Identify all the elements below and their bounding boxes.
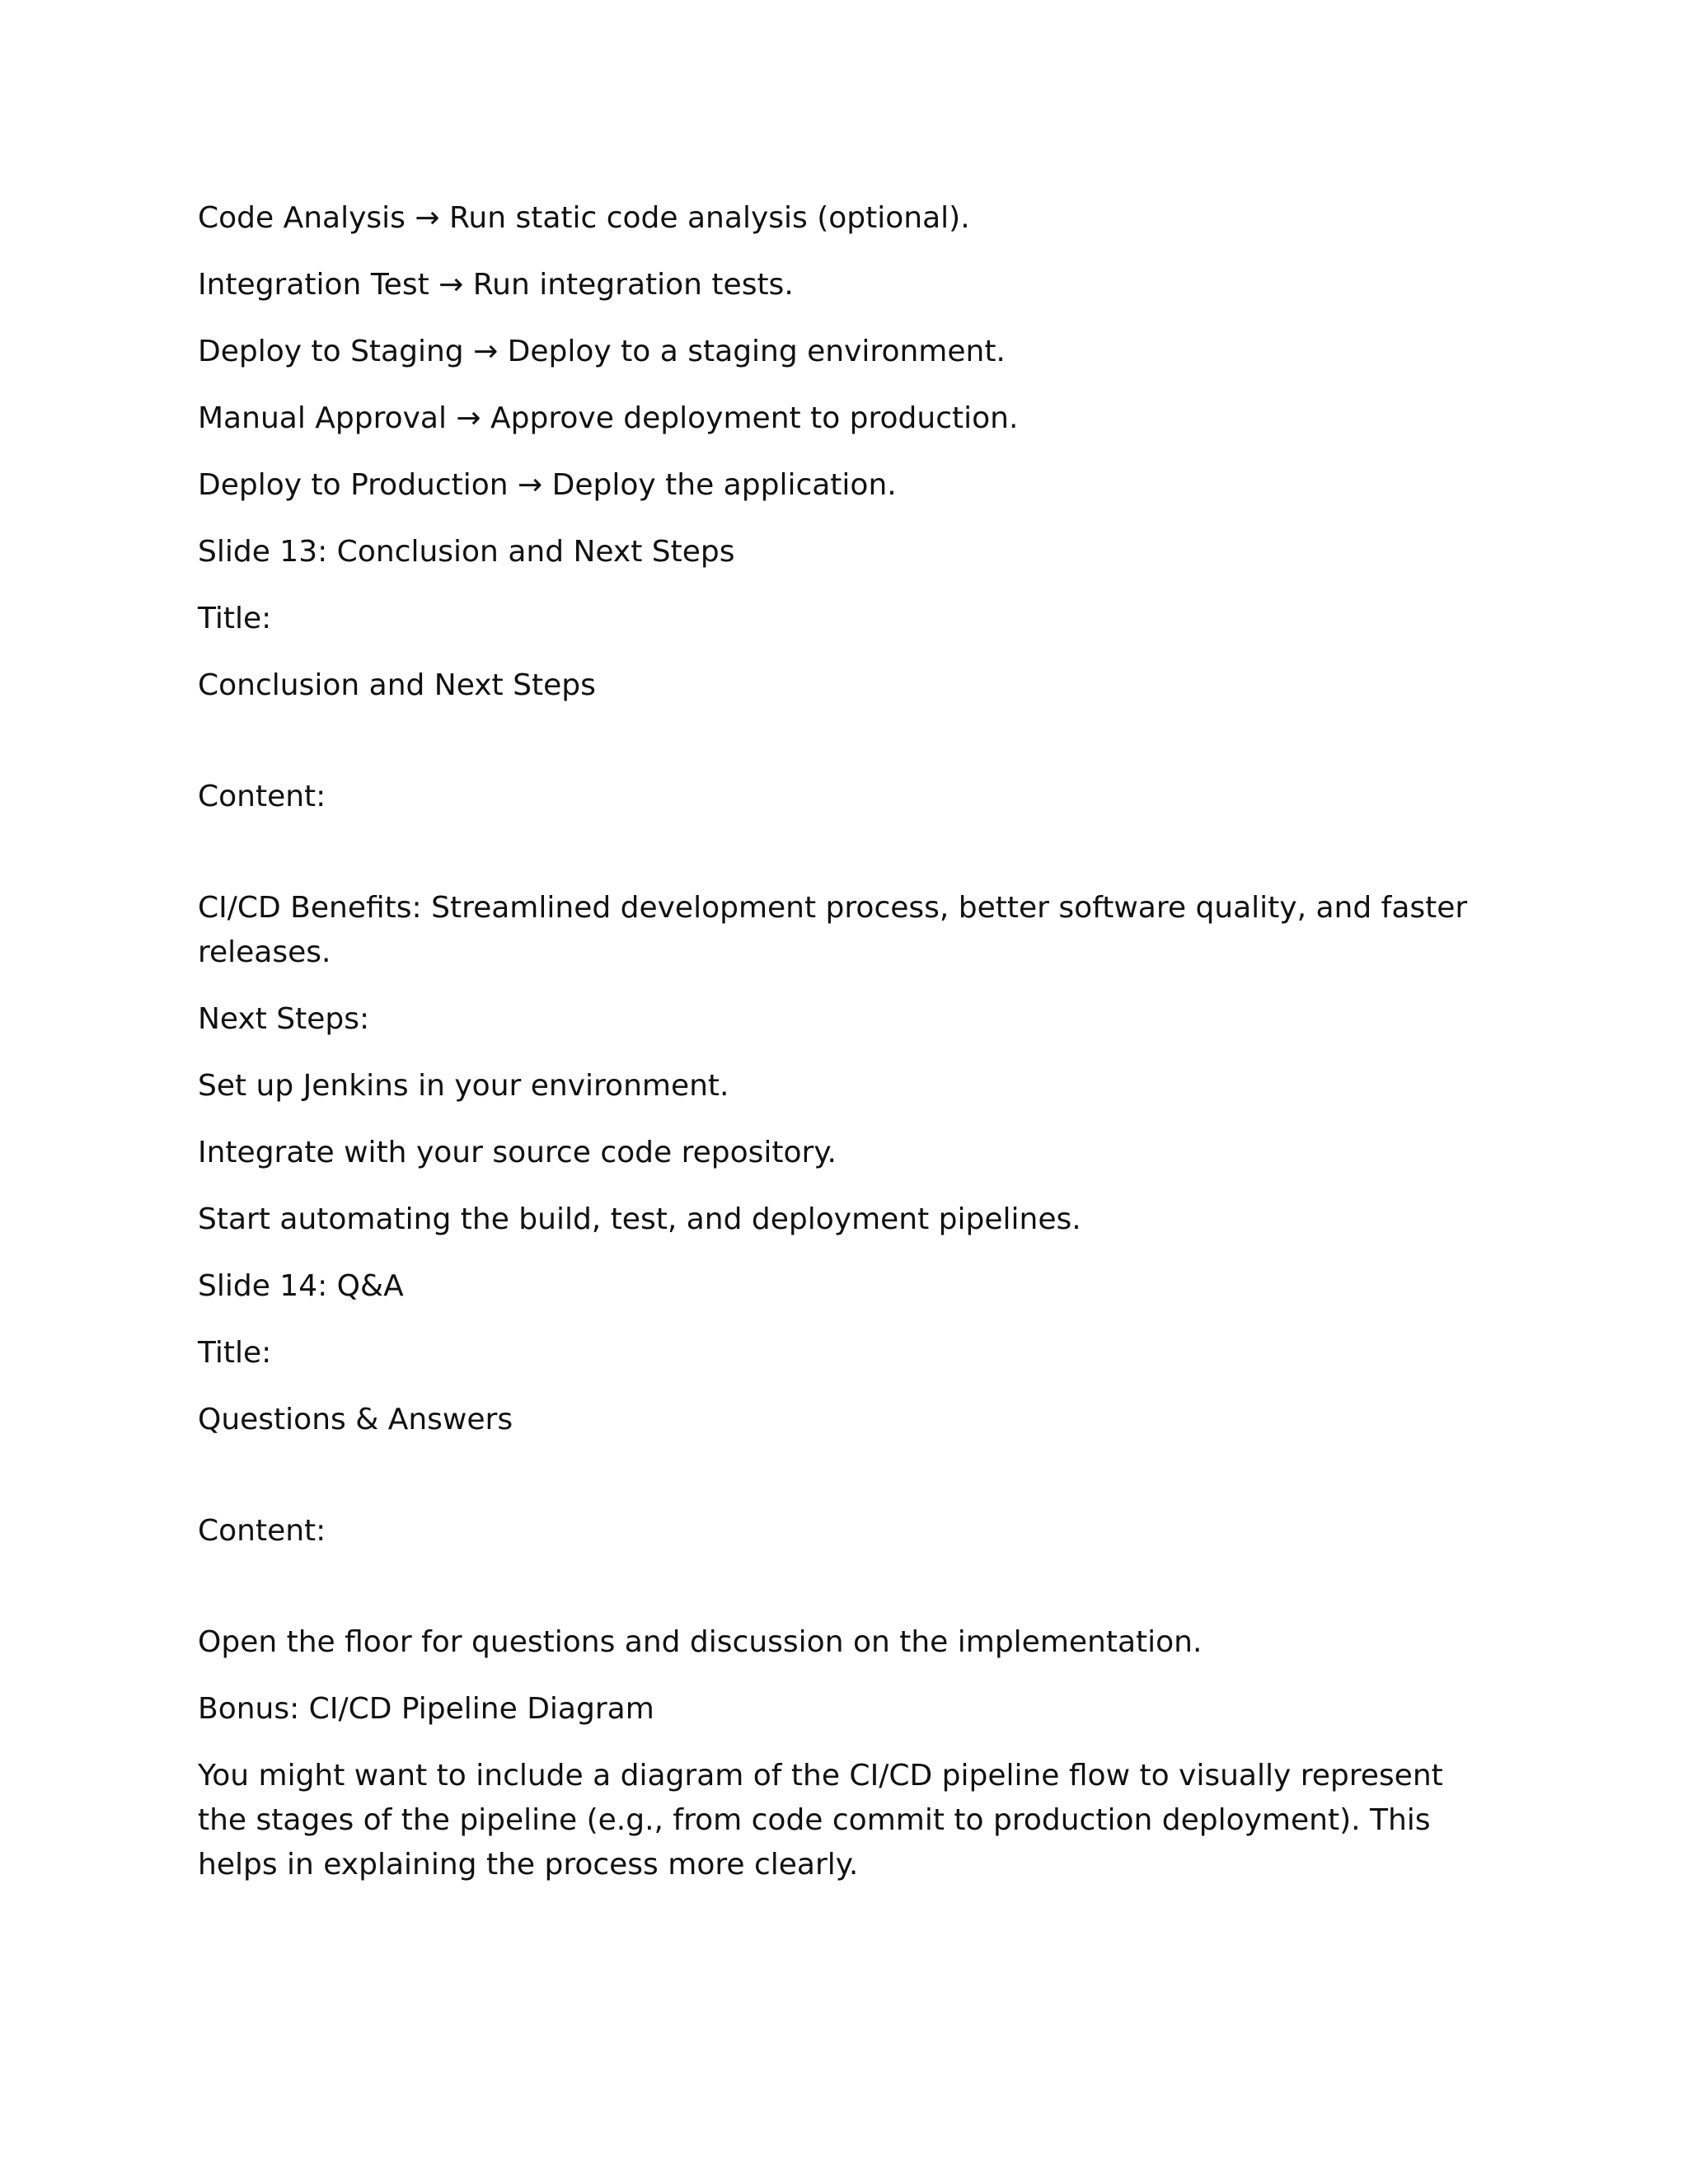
slide-13-benefits: CI/CD Benefits: Streamlined development process, better software quality, and faster releases.	[198, 891, 1468, 969]
pipeline-step-manual-approval: Manual Approval → Approve deployment to production.	[198, 401, 1019, 435]
slide-14-title-label: Title:	[198, 1336, 272, 1370]
slide-13-title-text: Conclusion and Next Steps	[198, 668, 596, 702]
slide-14-content-text: Open the floor for questions and discussion on the implementation.	[198, 1625, 1203, 1659]
pipeline-step-code-analysis: Code Analysis → Run static code analysis (optional).	[198, 201, 970, 235]
slide-13-next-steps-label: Next Steps:	[198, 1002, 370, 1036]
slide-13-heading: Slide 13: Conclusion and Next Steps	[198, 535, 735, 569]
bonus-description: You might want to include a diagram of the CI/CD pipeline flow to visually represent the stages of the pipeline (e.g., from code commit to production deployment). This helps in explaining the process more clearly.	[198, 1759, 1443, 1882]
slide-14-content-label: Content:	[198, 1514, 326, 1548]
next-step-setup-jenkins: Set up Jenkins in your environment.	[198, 1069, 729, 1103]
next-step-automate-pipelines: Start automating the build, test, and deployment pipelines.	[198, 1202, 1081, 1236]
bonus-heading: Bonus: CI/CD Pipeline Diagram	[198, 1692, 654, 1726]
document-body	[198, 196, 1471, 1910]
slide-13-content-label: Content:	[198, 780, 326, 813]
next-step-integrate-repo: Integrate with your source code repository.	[198, 1136, 837, 1169]
slide-14-heading: Slide 14: Q&A	[198, 1269, 404, 1303]
pipeline-step-deploy-production: Deploy to Production → Deploy the application.	[198, 468, 897, 502]
slide-13-title-label: Title:	[198, 602, 272, 635]
pipeline-step-deploy-staging: Deploy to Staging → Deploy to a staging environment.	[198, 335, 1006, 368]
pipeline-step-integration-test: Integration Test → Run integration tests.	[198, 268, 794, 302]
slide-14-title-text: Questions & Answers	[198, 1403, 513, 1436]
